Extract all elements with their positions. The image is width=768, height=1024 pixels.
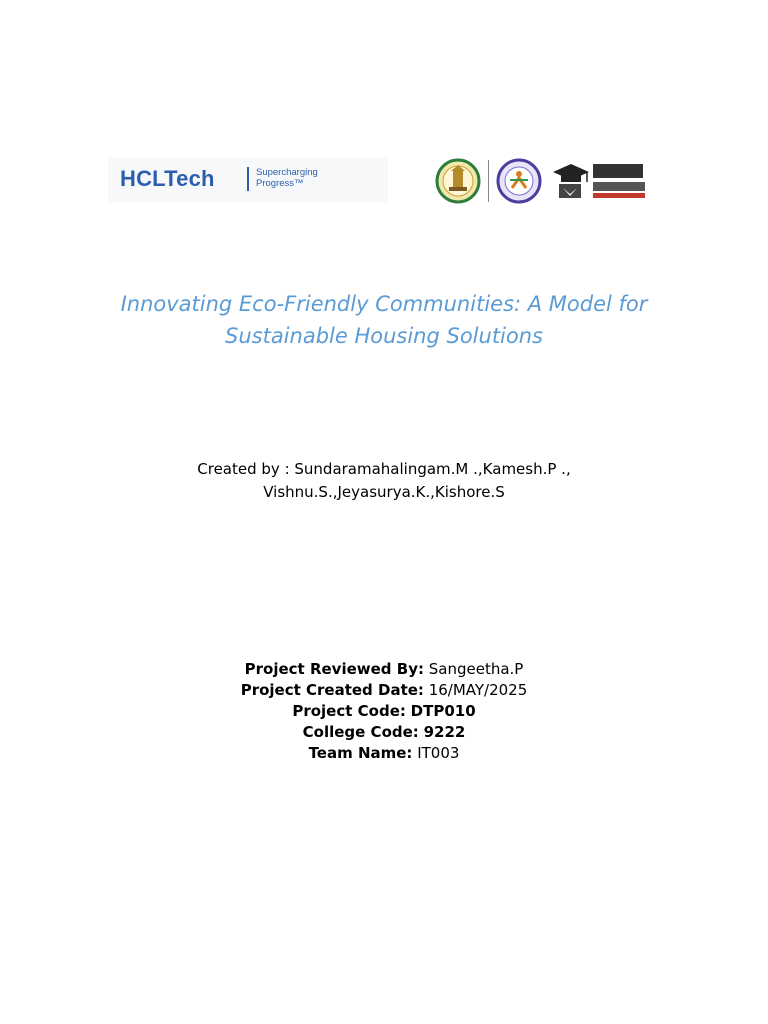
created-by-line2: Vishnu.S.,Jeyasurya.K.,Kishore.S	[263, 483, 505, 501]
hcltech-tagline-line1: Supercharging	[256, 167, 318, 178]
project-code-label: Project Code:	[292, 702, 406, 720]
team-name-label: Team Name:	[308, 744, 413, 762]
reviewed-by-row	[84, 659, 684, 680]
team-name-row	[84, 743, 684, 764]
document-title	[84, 288, 684, 352]
reviewed-by-label: Project Reviewed By:	[244, 660, 424, 678]
tamil-nadu-seal-logo	[433, 158, 483, 204]
created-date-row	[84, 680, 684, 701]
document-title-line1: Innovating Eco-Friendly Communities: A Model for	[120, 292, 648, 316]
project-code-row	[84, 701, 684, 722]
document-title-line2: Sustainable Housing Solutions	[225, 324, 543, 348]
hcltech-tagline	[256, 167, 318, 189]
hcltech-logo-separator	[247, 167, 249, 191]
logo-bar	[108, 158, 648, 204]
hcltech-logo	[108, 158, 388, 202]
hcltech-wordmark: HCLTech	[120, 166, 215, 191]
created-by	[84, 458, 684, 504]
hcltech-tagline-line2: Progress™	[256, 178, 304, 189]
graduation-cap-icon	[553, 164, 589, 198]
project-details	[84, 659, 684, 764]
college-code-label: College Code:	[302, 723, 419, 741]
institution-emblem-logo	[493, 158, 545, 204]
created-date-value: 16/MAY/2025	[428, 681, 528, 699]
team-name-value: IT003	[417, 744, 460, 762]
logo-divider	[488, 160, 489, 202]
created-date-label: Project Created Date:	[240, 681, 424, 699]
reviewed-by-value: Sangeetha.P	[428, 660, 524, 678]
naan-mudhalvan-logo	[551, 158, 648, 204]
created-by-line1: Created by : Sundaramahalingam.M .,Kamesh.P .,	[197, 460, 571, 478]
college-code-row	[84, 722, 684, 743]
project-code-value: DTP010	[410, 702, 476, 720]
college-code-value: 9222	[423, 723, 466, 741]
